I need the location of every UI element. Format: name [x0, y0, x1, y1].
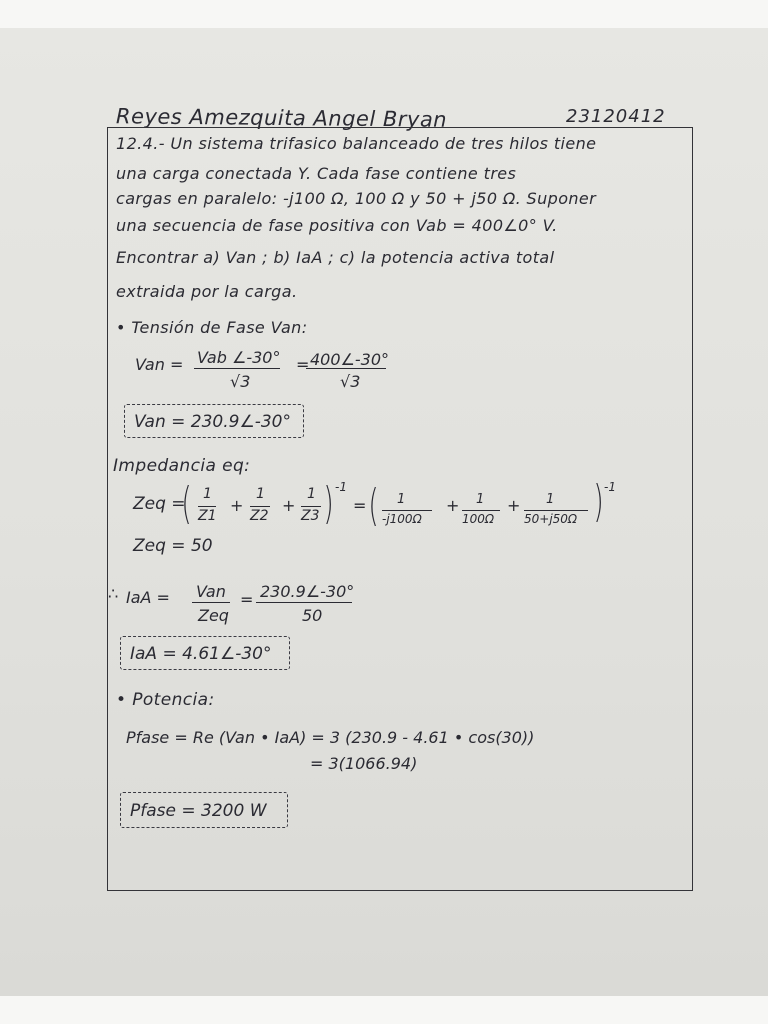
- power-line-1: Pfase = Re (Van • IaA) = 3 (230.9 - 4.61 • cos(30)): [126, 728, 535, 747]
- zeq-result: Zeq = 50: [133, 536, 213, 556]
- zeq-f2-bar: [250, 506, 270, 507]
- van-lhs: Van =: [135, 355, 184, 374]
- background-bottom: [0, 996, 768, 1024]
- zeq-f1-denominator: Z1: [198, 508, 217, 524]
- zeq-heading: Impedancia eq:: [113, 456, 251, 476]
- problem-line-1: 12.4.- Un sistema trifasico balanceado de tres hilos tiene: [116, 134, 597, 153]
- problem-line-3: cargas en paralelo: -j100 Ω, 100 Ω y 50 + j50 Ω. Suponer: [116, 189, 597, 208]
- zeq-g3-numerator: 1: [546, 492, 555, 507]
- van-result: Van = 230.9∠-30°: [134, 412, 291, 432]
- zeq-g1-bar: [382, 510, 432, 511]
- zeq-f1-bar: [198, 506, 216, 507]
- problem-line-2: una carga conectada Y. Cada fase contiene tres: [116, 164, 517, 183]
- zeq-g2-bar: [462, 510, 500, 511]
- ia-result: IaA = 4.61∠-30°: [130, 644, 272, 664]
- zeq-equals: =: [353, 496, 367, 515]
- van-heading: • Tensión de Fase Van:: [116, 318, 308, 337]
- power-result: Pfase = 3200 W: [130, 801, 267, 821]
- problem-line-5: Encontrar a) Van ; b) IaA ; c) la potencia activa total: [116, 248, 555, 267]
- zeq-f3-bar: [301, 506, 321, 507]
- zeq-f1-numerator: 1: [203, 486, 212, 502]
- problem-line-4: una secuencia de fase positiva con Vab = 400∠0° V.: [116, 216, 558, 235]
- therefore-symbol: ∴: [108, 584, 119, 603]
- ia-denominator-1: Zeq: [198, 606, 229, 625]
- zeq-f3-numerator: 1: [307, 486, 316, 502]
- zeq-open-paren-1: (: [181, 478, 192, 529]
- zeq-open-paren-2: (: [368, 480, 379, 531]
- zeq-plus-4: +: [507, 496, 521, 515]
- answer-frame: [107, 127, 693, 891]
- ia-fraction-bar-1: [192, 602, 230, 603]
- zeq-g2-denominator: 100Ω: [462, 512, 495, 526]
- zeq-g1-denominator: -j100Ω: [382, 512, 422, 526]
- ia-lhs: IaA =: [126, 588, 170, 607]
- zeq-exponent-1: -1: [335, 480, 347, 494]
- zeq-exponent-2: -1: [604, 480, 616, 494]
- van-fraction-bar-2: [306, 368, 386, 369]
- background-top: [0, 0, 768, 28]
- zeq-f2-numerator: 1: [256, 486, 265, 502]
- ia-numerator-1: Van: [196, 582, 226, 601]
- zeq-g1-numerator: 1: [397, 492, 406, 507]
- ia-fraction-bar-2: [256, 602, 352, 603]
- ia-denominator-2: 50: [302, 606, 323, 625]
- zeq-plus-1: +: [230, 496, 244, 515]
- power-heading: • Potencia:: [116, 690, 215, 710]
- zeq-f3-denominator: Z3: [301, 508, 320, 524]
- power-line-2: = 3(1066.94): [310, 754, 418, 773]
- student-id: 23120412: [566, 106, 666, 127]
- zeq-plus-2: +: [282, 496, 296, 515]
- van-numerator-1: Vab ∠-30°: [197, 348, 281, 367]
- zeq-g3-bar: [524, 510, 588, 511]
- zeq-g3-denominator: 50+j50Ω: [524, 512, 578, 526]
- zeq-f2-denominator: Z2: [250, 508, 269, 524]
- van-numerator-2: 400∠-30°: [310, 350, 390, 369]
- van-equals-2: =: [296, 355, 310, 374]
- van-denominator-1: √3: [230, 372, 251, 391]
- van-denominator-2: √3: [340, 372, 361, 391]
- problem-line-6: extraida por la carga.: [116, 282, 298, 301]
- zeq-close-paren-1: ): [323, 478, 334, 529]
- zeq-close-paren-2: ): [593, 476, 604, 527]
- ia-equals: =: [240, 590, 254, 609]
- zeq-lhs: Zeq =: [133, 494, 186, 514]
- zeq-plus-3: +: [446, 496, 460, 515]
- student-name: Reyes Amezquita Angel Bryan: [115, 104, 448, 132]
- van-fraction-bar-1: [194, 368, 280, 369]
- ia-numerator-2: 230.9∠-30°: [260, 582, 355, 601]
- zeq-g2-numerator: 1: [476, 492, 485, 507]
